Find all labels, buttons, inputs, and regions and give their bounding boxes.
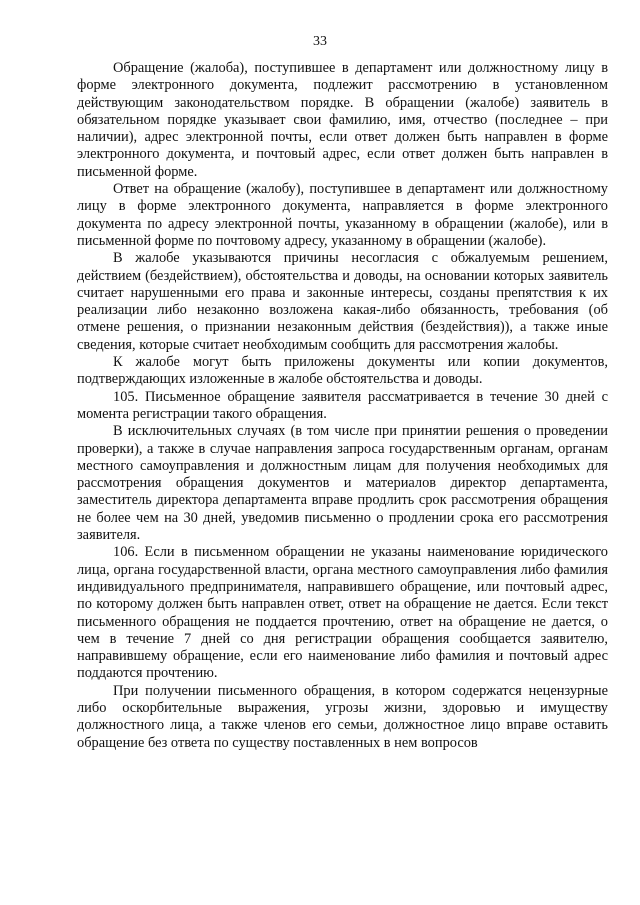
page-number: 33 <box>313 34 327 49</box>
paragraph-clause-106: 106. Если в письменном обращении не указаны наименование юридического лица, органа государственной власти, органа местного самоуправления либо фамилия индивидуального предпринимателя, направившего обращение, или почтовый адрес, по которому должен быть направлен ответ, ответ на обращение не дается. Если текст письменного обращения не поддается прочтению, ответ на обращение не дается, о чем в течение 7 дней со дня регистрации обращения сообщается заявителю, направившему обращение, если его наименование либо фамилия и почтовый адрес поддаются прочтению. <box>77 544 608 682</box>
paragraph-offensive-content: При получении письменного обращения, в котором содержатся нецензурные либо оскорбительные выражения, угрозы жизни, здоровью и имуществу должностного лица, а также членов его семьи, должностное лицо вправе оставить обращение без ответа по существу поставленных в нем вопросов <box>77 682 608 751</box>
paragraph-response-form: Ответ на обращение (жалобу), поступившее в департамент или должностному лицу в форме электронного документа, направляется в форме электронного документа по адресу электронной почты, указанному в обращении (жалобе), или в письменной форме по почтовому адресу, указанному в обращении (жалобе). <box>77 181 608 249</box>
paragraph-extension: В исключительных случаях (в том числе при принятии решения о проведении проверки), а также в случае направления запроса государственным органам, органам местного самоуправления и должностным лицам для получения необходимых для рассмотрения обращения документов и материалов директор департамента, заместитель директора департамента вправе продлить срок рассмотрения обращения не более чем на 30 дней, уведомив письменно о продлении срока его рассмотрения заявителя. <box>77 423 608 544</box>
paragraph-complaint-contents: В жалобе указываются причины несогласия с обжалуемым решением, действием (бездействием), обстоятельства и доводы, на основании которых заявитель считает нарушенными его права и законные интересы, созданы препятствия к их реализации либо незаконно возложена какая-либо обязанность, требования (об отмене решения, о признании незаконным действия (бездействия)), а также иные сведения, которые считает необходимым сообщить для рассмотрения жалобы. <box>77 250 608 353</box>
paragraph-clause-105: 105. Письменное обращение заявителя рассматривается в течение 30 дней с момента регистрации такого обращения. <box>77 388 608 422</box>
document-body <box>77 60 608 752</box>
paragraph-attachments: К жалобе могут быть приложены документы или копии документов, подтверждающих изложенные в жалобе обстоятельства и доводы. <box>77 354 608 388</box>
paragraph-electronic-complaint: Обращение (жалоба), поступившее в департамент или должностному лицу в форме электронного документа, подлежит рассмотрению в установленном действующим законодательством порядке. В обращении (жалобе) заявитель в обязательном порядке указывает свои фамилию, имя, отчество (последнее – при наличии), адрес электронной почты, если ответ должен быть направлен в форме электронного документа, и почтовый адрес, если ответ должен быть направлен в письменной форме. <box>77 60 608 180</box>
